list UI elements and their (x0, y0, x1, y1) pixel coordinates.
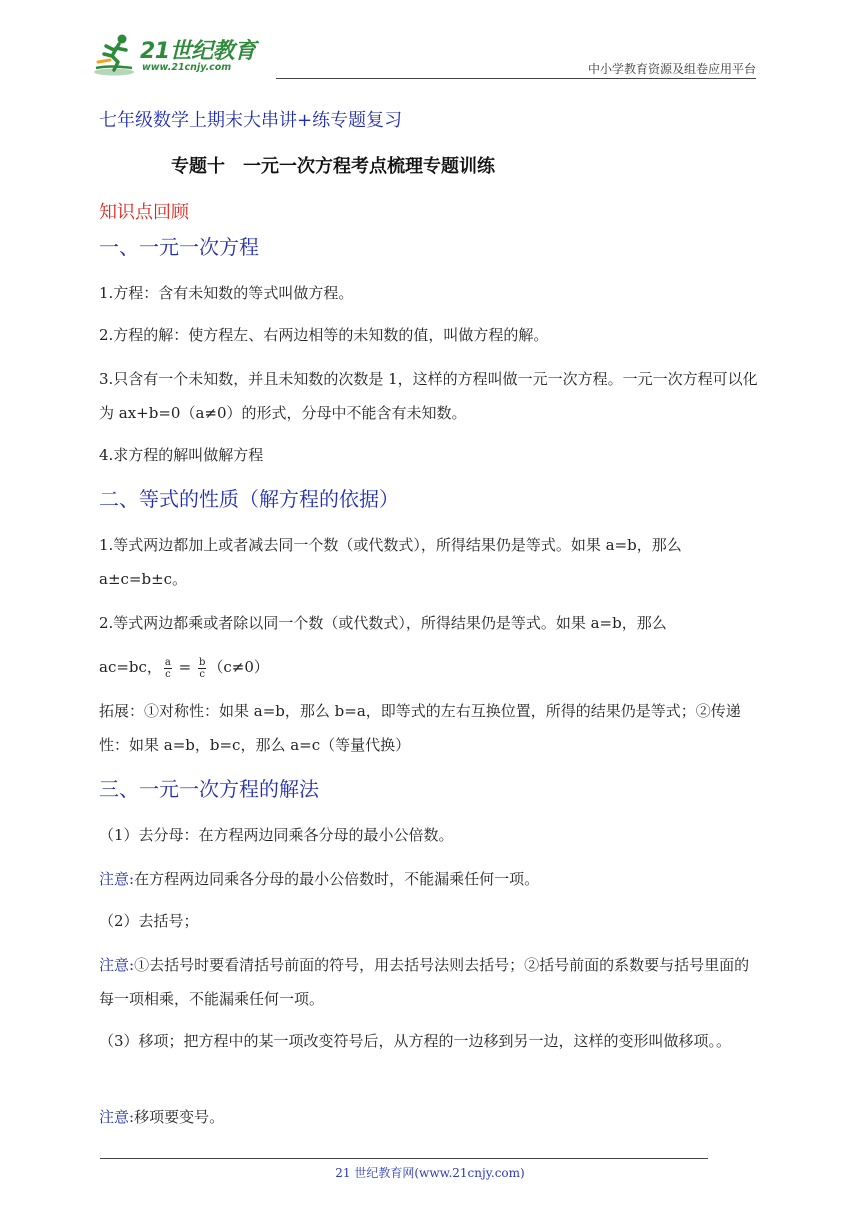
step-remove-denominator: （1）去分母：在方程两边同乘各分母的最小公倍数。 (99, 826, 454, 844)
heading-linear-equation: 一、一元一次方程 (99, 235, 259, 259)
para-equation-def: 1.方程：含有未知数的等式叫做方程。 (99, 284, 354, 302)
note-2: 注意:①去括号时要看清括号前面的符号，用去括号法则去括号；②括号前面的系数要与括号里面的每一项相乘，不能漏乘任何一项。 (99, 956, 750, 1008)
note-3: 注意:移项要变号。 (99, 1108, 225, 1126)
para-extension: 拓展：①对称性：如果 a=b，那么 b=a，即等式的左右互换位置，所得的结果仍是等式；②传递性：如果 a=b，b=c，那么 a=c（等量代换） (99, 702, 741, 754)
fraction-b-over-c: $\frac{b}{c}$ (199, 656, 206, 680)
header-divider (276, 78, 756, 79)
section-knowledge-review: 知识点回顾 (99, 202, 189, 223)
series-title: 七年级数学上期末大串讲+练专题复习 (99, 110, 403, 131)
para-solving-def: 4.求方程的解叫做解方程 (99, 446, 264, 464)
note-label: 注意: (99, 956, 135, 974)
page-footer: 21 世纪教育网(www.21cnjy.com) (335, 1166, 525, 1180)
para-property-1: 1.等式两边都加上或者减去同一个数（或代数式），所得结果仍是等式。如果 a=b，那么 a±c=b±c。 (99, 536, 682, 588)
formula-prefix: ac=bc， (99, 658, 162, 676)
para-property-2: 2.等式两边都乘或者除以同一个数（或代数式），所得结果仍是等式。如果 a=b，那么 (99, 614, 667, 632)
logo (92, 32, 272, 78)
step-remove-brackets: （2）去括号； (99, 912, 199, 930)
page-header (0, 0, 860, 90)
header-platform-text: 中小学教育资源及组卷应用平台 (587, 62, 756, 76)
logo-text: 21世纪教育 (140, 39, 256, 64)
heading-equality-properties: 二、等式的性质（解方程的依据） (99, 487, 399, 511)
note-label: 注意: (99, 1108, 135, 1126)
logo-url: www.21cnjy.com (142, 62, 232, 73)
step-transpose: （3）移项；把方程中的某一项改变符号后，从方程的一边移到另一边，这样的变形叫做移项。。 (99, 1032, 732, 1050)
fraction-a-over-c: $\frac{a}{c}$ (164, 656, 171, 680)
note-label: 注意: (99, 870, 135, 888)
para-property-2-formula (99, 650, 763, 684)
heading-solving-methods: 三、一元一次方程的解法 (99, 777, 319, 801)
equals-sign: = (173, 658, 196, 676)
para-solution-def: 2.方程的解：使方程左、右两边相等的未知数的值，叫做方程的解。 (99, 326, 549, 344)
runner-logo-icon (92, 32, 140, 78)
formula-condition: （c≠0） (208, 658, 269, 676)
para-linear-def: 3.只含有一个未知数，并且未知数的次数是 1，这样的方程叫做一元一次方程。一元一次方程可以化为 ax+b=0（a≠0）的形式，分母中不能含有未知数。 (99, 370, 758, 422)
note-1: 注意:在方程两边同乘各分母的最小公倍数时，不能漏乘任何一项。 (99, 870, 540, 888)
topic-title: 专题十 一元一次方程考点梳理专题训练 (171, 156, 495, 177)
footer-divider (100, 1158, 708, 1159)
